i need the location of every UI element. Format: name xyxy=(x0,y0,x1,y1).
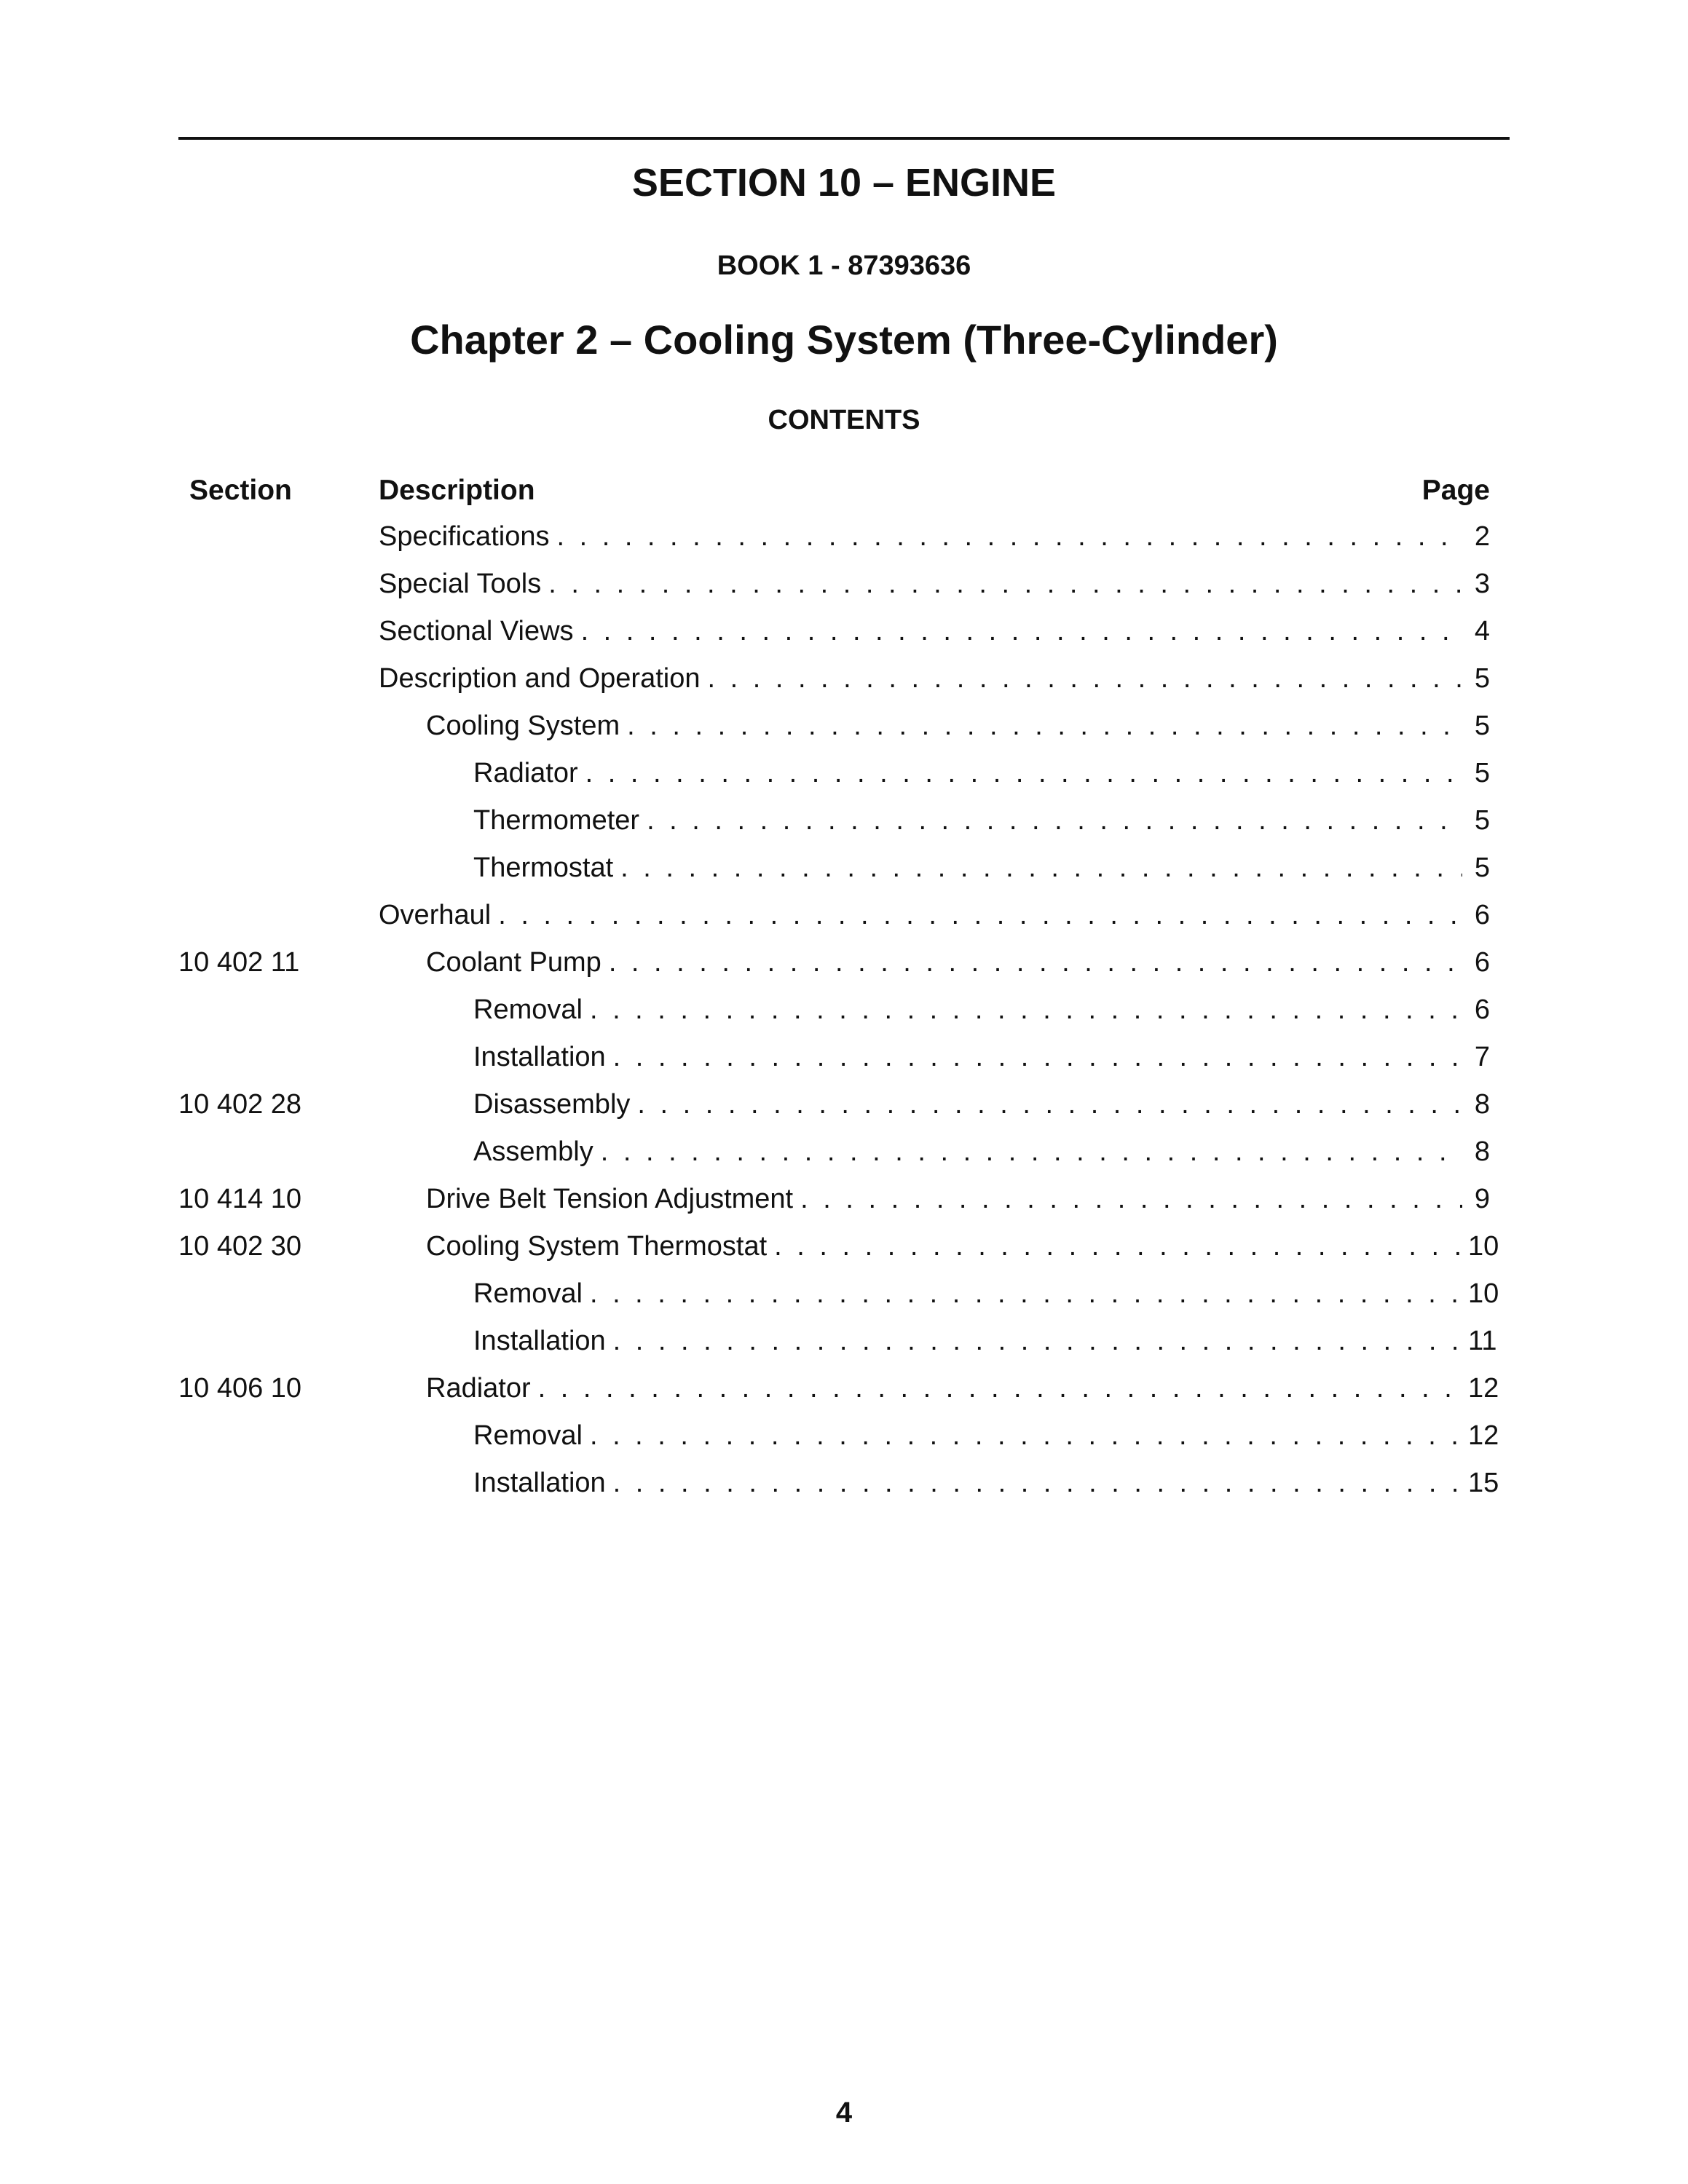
dot-leader xyxy=(800,1181,1462,1217)
toc-section-code: 10 406 10 xyxy=(178,1373,302,1404)
toc-page: 6 xyxy=(1474,900,1490,930)
toc-page: 15 xyxy=(1468,1468,1499,1498)
table-of-contents xyxy=(0,518,1688,1512)
toc-row xyxy=(0,1275,1688,1323)
toc-row xyxy=(0,1181,1688,1228)
toc-page: 3 xyxy=(1474,569,1490,599)
dot-leader xyxy=(613,1465,1462,1501)
toc-row xyxy=(0,1323,1688,1370)
toc-label: Installation xyxy=(473,1326,606,1356)
toc-section-code: 10 402 28 xyxy=(178,1089,302,1120)
dot-leader xyxy=(637,1086,1462,1123)
dot-leader xyxy=(609,944,1462,981)
toc-label: Radiator xyxy=(473,758,578,788)
toc-entry[interactable] xyxy=(473,1465,1499,1501)
contents-title: CONTENTS xyxy=(768,405,920,435)
toc-label: Thermometer xyxy=(473,805,640,836)
toc-entry[interactable] xyxy=(473,755,1490,791)
dot-leader xyxy=(647,802,1462,839)
dot-leader xyxy=(498,897,1462,933)
toc-label: Thermostat xyxy=(473,852,614,883)
toc-page: 8 xyxy=(1474,1089,1490,1120)
toc-row xyxy=(0,755,1688,802)
toc-entry[interactable] xyxy=(473,802,1490,839)
toc-label: Radiator xyxy=(426,1373,531,1404)
toc-section-code: 10 402 30 xyxy=(178,1231,302,1262)
toc-label: Installation xyxy=(473,1468,606,1498)
toc-label: Cooling System xyxy=(426,711,620,741)
toc-row xyxy=(0,1370,1688,1417)
toc-label: Installation xyxy=(473,1042,606,1072)
dot-leader xyxy=(774,1228,1462,1265)
toc-entry[interactable] xyxy=(473,992,1490,1028)
toc-section-code: 10 414 10 xyxy=(178,1184,302,1214)
toc-entry[interactable] xyxy=(426,944,1490,981)
dot-leader xyxy=(613,1039,1462,1075)
toc-row xyxy=(0,1133,1688,1181)
toc-row xyxy=(0,802,1688,850)
toc-label: Description and Operation xyxy=(379,663,701,694)
toc-section-code: 10 402 11 xyxy=(178,947,300,978)
toc-entry[interactable] xyxy=(426,1228,1499,1265)
toc-page: 12 xyxy=(1468,1373,1499,1404)
toc-row xyxy=(0,1039,1688,1086)
toc-entry[interactable] xyxy=(473,1417,1499,1454)
toc-page: 2 xyxy=(1474,521,1490,552)
toc-label: Overhaul xyxy=(379,900,492,930)
dot-leader xyxy=(590,1275,1462,1312)
book-title: BOOK 1 - 87393636 xyxy=(717,250,971,281)
toc-page: 12 xyxy=(1468,1420,1499,1451)
toc-label: Assembly xyxy=(473,1136,593,1167)
toc-label: Sectional Views xyxy=(379,616,574,646)
toc-row xyxy=(0,992,1688,1039)
toc-label: Coolant Pump xyxy=(426,947,602,978)
toc-page: 5 xyxy=(1474,805,1490,836)
dot-leader xyxy=(538,1370,1462,1406)
toc-page: 6 xyxy=(1474,947,1490,978)
toc-page: 10 xyxy=(1468,1278,1499,1309)
dot-leader xyxy=(707,660,1462,697)
section-title: SECTION 10 – ENGINE xyxy=(631,161,1057,205)
toc-row xyxy=(0,1465,1688,1512)
toc-entry[interactable] xyxy=(473,1323,1497,1359)
dot-leader xyxy=(581,613,1462,649)
dot-leader xyxy=(556,518,1462,555)
toc-row xyxy=(0,850,1688,897)
toc-row xyxy=(0,613,1688,660)
header-section: Section xyxy=(189,475,292,506)
toc-page: 4 xyxy=(1474,616,1490,646)
toc-entry[interactable] xyxy=(473,850,1490,886)
dot-leader xyxy=(613,1323,1462,1359)
toc-label: Disassembly xyxy=(473,1089,631,1120)
toc-entry[interactable] xyxy=(426,1370,1499,1406)
dot-leader xyxy=(590,992,1462,1028)
toc-page: 7 xyxy=(1474,1042,1490,1072)
header-page: Page xyxy=(1421,475,1490,506)
header-description: Description xyxy=(379,475,535,506)
toc-row xyxy=(0,1228,1688,1275)
toc-entry[interactable] xyxy=(379,897,1490,933)
toc-page: 11 xyxy=(1468,1326,1497,1356)
toc-label: Removal xyxy=(473,1420,583,1451)
dot-leader xyxy=(601,1133,1462,1170)
toc-row xyxy=(0,708,1688,755)
toc-page: 5 xyxy=(1474,663,1490,694)
toc-row xyxy=(0,518,1688,566)
toc-entry[interactable] xyxy=(379,518,1490,555)
toc-page: 5 xyxy=(1474,852,1490,883)
toc-entry[interactable] xyxy=(473,1275,1499,1312)
toc-row xyxy=(0,660,1688,708)
toc-entry[interactable] xyxy=(473,1039,1490,1075)
toc-page: 6 xyxy=(1474,994,1490,1025)
toc-entry[interactable] xyxy=(473,1086,1490,1123)
toc-entry[interactable] xyxy=(379,660,1490,697)
toc-row xyxy=(0,897,1688,944)
toc-row xyxy=(0,1417,1688,1465)
dot-leader xyxy=(548,566,1462,602)
toc-entry[interactable] xyxy=(426,1181,1490,1217)
toc-row xyxy=(0,566,1688,613)
toc-entry[interactable] xyxy=(426,708,1490,744)
toc-entry[interactable] xyxy=(473,1133,1490,1170)
toc-label: Special Tools xyxy=(379,569,542,599)
toc-page: 5 xyxy=(1474,758,1490,788)
toc-page: 9 xyxy=(1474,1184,1490,1214)
dot-leader xyxy=(627,708,1462,744)
toc-page: 8 xyxy=(1474,1136,1490,1167)
toc-label: Drive Belt Tension Adjustment xyxy=(426,1184,794,1214)
toc-entry[interactable] xyxy=(379,566,1490,602)
toc-row xyxy=(0,1086,1688,1133)
dot-leader xyxy=(590,1417,1462,1454)
page-number: 4 xyxy=(835,2097,853,2129)
dot-leader xyxy=(585,755,1462,791)
toc-label: Specifications xyxy=(379,521,550,552)
toc-page: 10 xyxy=(1468,1231,1499,1262)
top-rule xyxy=(178,137,1510,140)
toc-label: Removal xyxy=(473,1278,583,1309)
dot-leader xyxy=(620,850,1462,886)
toc-label: Removal xyxy=(473,994,583,1025)
chapter-title: Chapter 2 – Cooling System (Three-Cylinder) xyxy=(410,317,1278,363)
toc-label: Cooling System Thermostat xyxy=(426,1231,768,1262)
toc-entry[interactable] xyxy=(379,613,1490,649)
toc-row xyxy=(0,944,1688,992)
toc-page: 5 xyxy=(1474,711,1490,741)
